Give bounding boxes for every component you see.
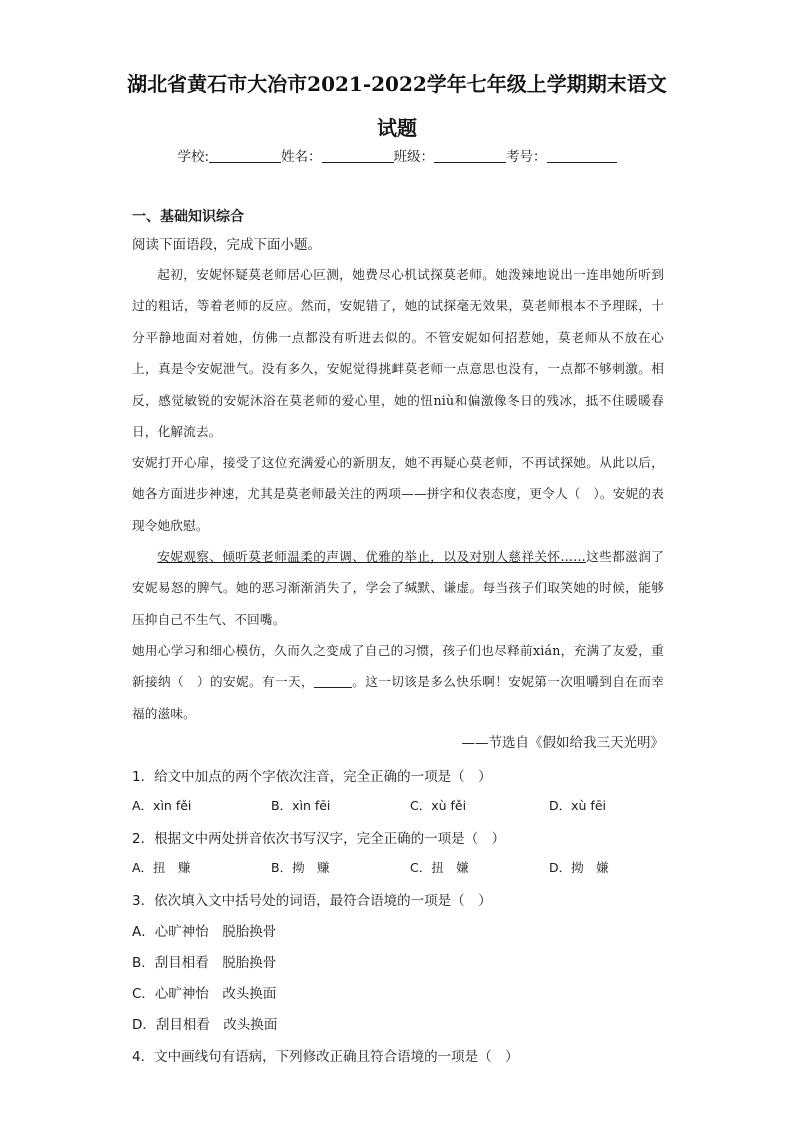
question-1-option-c[interactable]: C．xù fěi — [410, 798, 467, 813]
question-2-option-b[interactable]: B．拗 赚 — [271, 860, 330, 875]
question-1-options — [132, 796, 672, 816]
section-heading: 一、基础知识综合 — [132, 209, 244, 225]
question-4-stem: 4．文中画线句有语病，下列修改正确且符合语境的一项是（ ） — [132, 1049, 519, 1065]
exam-number-label: 考号： — [506, 149, 547, 165]
paragraph-4-end: 。这一切该是多么快乐啊！安妮第一次咀嚼到自在而幸福的滋味。 — [132, 674, 664, 721]
passage-paragraph-3 — [132, 541, 664, 635]
paragraph-3-rest: 这些都滋润了安妮易怒的脾气。她的恶习渐渐消失了，学会了缄默、谦虚。每当孩子们取笑她的时候，能够压抑自己不生气、不回嘴。 — [132, 549, 664, 627]
question-2-stem: 2．根据文中两处拼音依次书写汉字，完全正确的一项是（ ） — [132, 831, 506, 847]
exam-number-blank[interactable] — [547, 150, 617, 163]
exam-title-line2: 试题 — [377, 116, 417, 140]
class-label: 班级： — [393, 149, 435, 165]
name-label: 姓名： — [281, 149, 322, 165]
question-1-stem: 1．给文中加点的两个字依次注音，完全正确的一项是（ ） — [132, 769, 492, 785]
name-blank[interactable] — [322, 150, 394, 163]
passage-paragraph-1: 起初，安妮怀疑莫老师居心叵测，她费尽心机试探莫老师。她泼辣地说出一连串她所听到过的粗话，等着老师的反应。然而，安妮错了，她的试探毫无效果，莫老师根本不予理睬，十分平静地面对着她，仿佛一点都没有听进去似的。不管安妮如何招惹她，莫老师从不放在心上，真是令安妮泄气。没有多久，安妮觉得挑衅莫老师一点意思也没有，一点都不够刺激。相反，感觉敏锐的安妮沐浴在莫老师的爱心里，她的忸niù和偏激像冬日的残冰，抵不住暖暖春日，化解流去。 — [132, 267, 664, 440]
question-1-option-d[interactable]: D．xù fēi — [549, 798, 606, 813]
student-info-row — [0, 145, 794, 165]
class-blank[interactable] — [434, 150, 506, 163]
school-label: 学校: — [177, 149, 210, 165]
underlined-sentence: 安妮观察、倾听莫老师温柔的声调、优雅的举止，以及对别人慈祥关怀…… — [157, 549, 586, 564]
question-3-option-b[interactable]: B．刮目相看 脱胎换骨 — [132, 955, 277, 971]
question-2-option-d[interactable]: D．拗 嫌 — [549, 860, 609, 875]
passage-source: ——节选自《假如给我三天光明》 — [461, 735, 664, 751]
passage-paragraph-2: 安妮打开心扉，接受了这位充满爱心的新朋友，她不再疑心莫老师，不再试探她。从此以后，她各方面进步神速，尤其是莫老师最关注的两项——拼字和仪表态度，更令人（ ）。安妮的表现令她欣慰。 — [132, 455, 664, 533]
question-3-option-c[interactable]: C．心旷神怡 改头换面 — [132, 986, 277, 1002]
question-3-stem: 3．依次填入文中括号处的词语，最符合语境的一项是（ ） — [132, 893, 492, 909]
question-2-option-c[interactable]: C．扭 嫌 — [410, 860, 469, 875]
question-2-options — [132, 858, 672, 878]
question-1-option-a[interactable]: A．xìn fěi — [132, 798, 192, 813]
question-1-option-b[interactable]: B．xìn fēi — [271, 798, 331, 813]
exam-title-line1: 湖北省黄石市大冶市2021-2022学年七年级上学期期末语文 — [127, 72, 667, 96]
reading-instruction: 阅读下面语段，完成下面小题。 — [132, 237, 321, 253]
question-2-option-a[interactable]: A．扭 赚 — [132, 860, 191, 875]
paragraph-4-start: 她用心学习和细心模仿，久而久之变成了自己的习惯，孩子们也尽释前xián，充满了友爱，重新接纳（ ）的安妮。有一天， — [132, 643, 664, 690]
school-blank[interactable] — [209, 150, 281, 163]
fill-in-blank[interactable] — [314, 675, 352, 688]
question-3-option-a[interactable]: A．心旷神怡 脱胎换骨 — [132, 924, 277, 940]
passage-paragraph-4 — [132, 635, 664, 729]
question-3-option-d[interactable]: D．刮目相看 改头换面 — [132, 1017, 278, 1033]
